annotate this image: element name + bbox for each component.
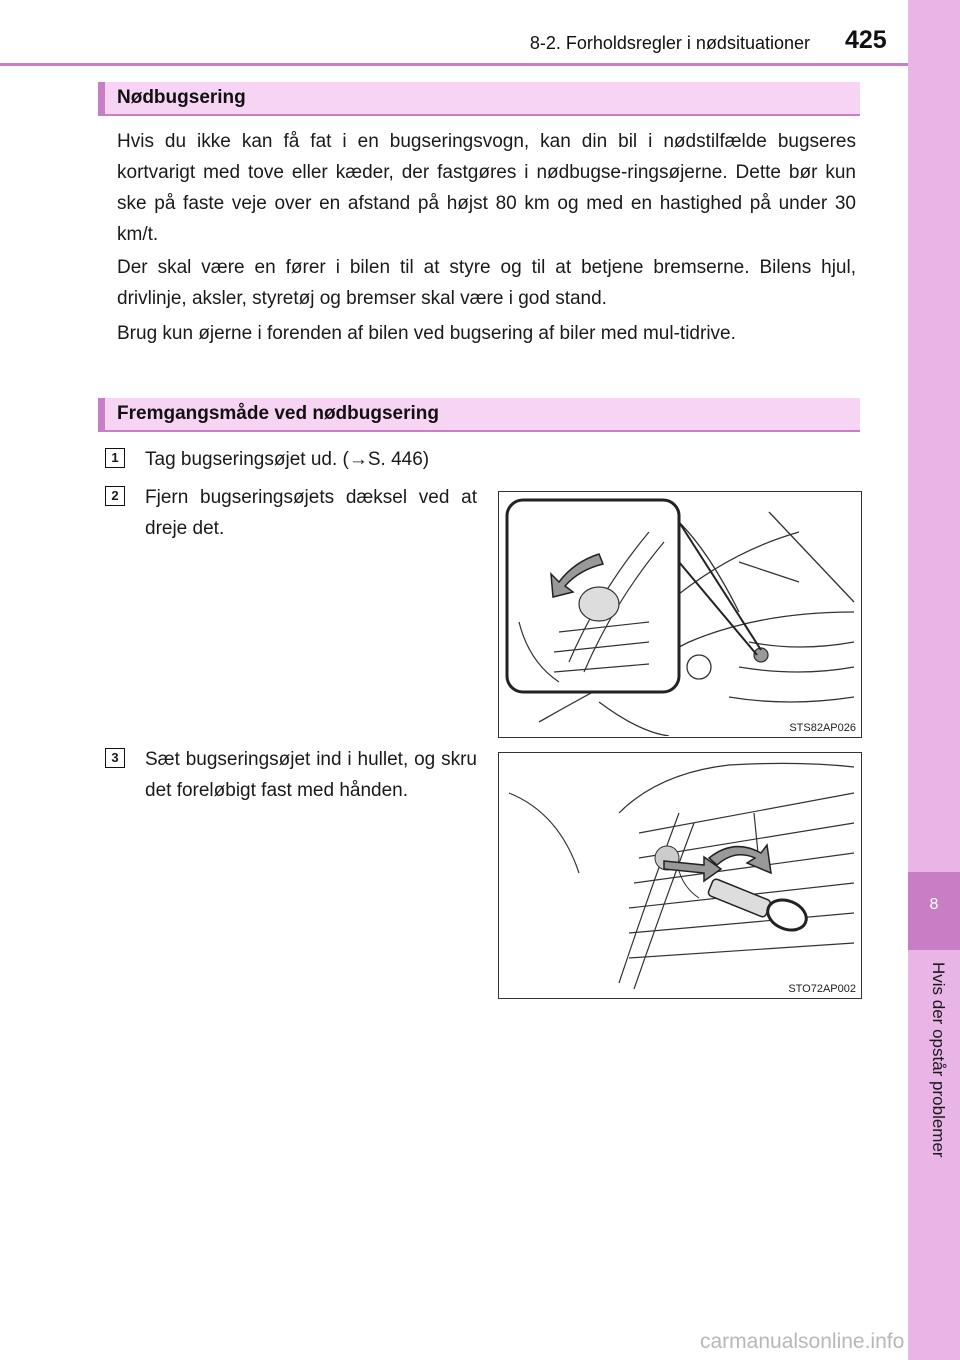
chapter-number: 8 [929,896,939,913]
header-rule [0,63,908,66]
step-number: 3 [105,748,125,768]
section-heading-emergency-towing: Nødbugsering [98,82,860,116]
bumper-cover-drawing [499,492,860,736]
page-number: 425 [845,26,887,54]
step-text: Sæt bugseringsøjet ind i hullet, og skru det foreløbigt fast med hånden. [145,749,477,801]
paragraph: Hvis du ikke kan få fat i en bugseringsvogn, kan din bil i nødstilfælde bugseres kortvarigt med tove eller kæder, der fastgøres i nødbugse-ringsøjerne. Dette bør kun ske på faste veje over en afstand på højst 80 km og med en hastighed på under 30 km/t. [117,131,856,245]
paragraph: Brug kun øjerne i forenden af bilen ved bugsering af biler med mul-tidrive. [117,323,736,344]
step-number: 1 [105,448,125,468]
illustration-insert-towing-eye [498,752,862,999]
step-text: Tag bugseringsøjet ud. (→S. 446) [145,449,430,470]
section-heading-procedure: Fremgangsmåde ved nødbugsering [98,398,860,432]
illustration-remove-cover [498,491,862,738]
chapter-title: Hvis der opstår problemer [929,962,948,1158]
header-section-title: 8-2. Forholdsregler i nødsituationer [529,33,810,53]
watermark: carmanualsonline.info [700,1330,905,1353]
towing-eye-drawing [499,753,860,997]
paragraph: Der skal være en fører i bilen til at styre og til at betjene bremserne. Bilens hjul, drivlinje, aksler, styretøj og bremser skal være i god stand. [117,257,856,309]
step-number: 2 [105,486,125,506]
figure-code: STS82AP026 [789,722,856,734]
figure-code: STO72AP002 [788,983,856,995]
step-text: Fjern bugseringsøjets dæksel ved at dreje det. [145,487,477,539]
